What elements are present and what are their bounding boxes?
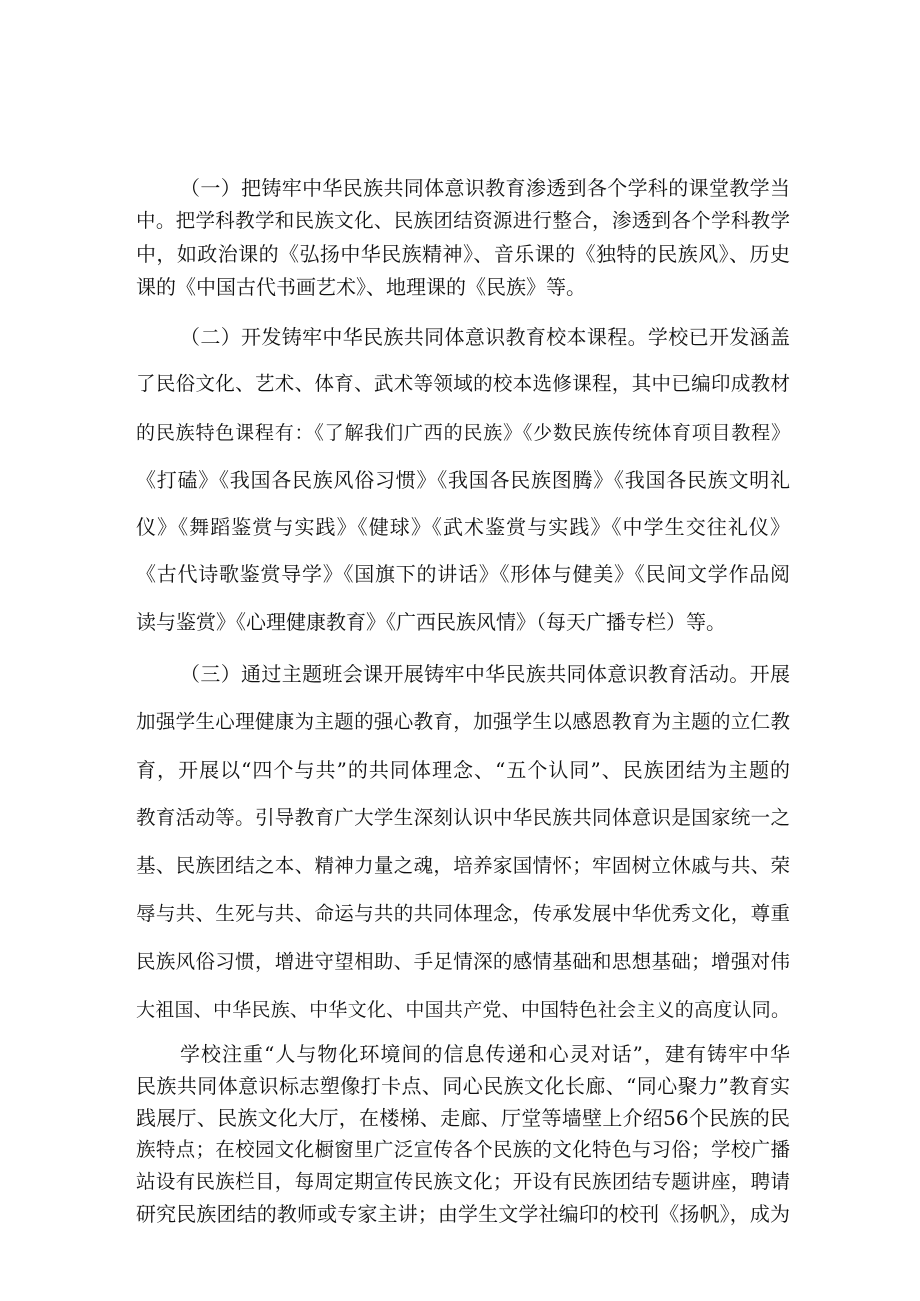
paragraph-1-line-3: 中，如政治课的《弘扬中华民族精神》、音乐课的《独特的民族风》、历史 <box>136 242 790 266</box>
paragraph-4-line-3: 践展厅、民族文化大厅，在楼梯、走廊、厅堂等墙壁上介绍56个民族的民 <box>136 1106 790 1130</box>
paragraph-2-line-5: 仪》《舞蹈鉴赏与实践》《健球》《武术鉴赏与实践》《中学生交往礼仪》 <box>136 515 790 539</box>
paragraph-4-line-5: 站设有民族栏目，每周定期宣传民族文化；开设有民族团结专题讲座，聘请 <box>136 1170 790 1193</box>
paragraph-3-line-5: 基、民族团结之本、精神力量之魂，培养家国情怀；牢固树立休戚与共、荣 <box>136 854 790 877</box>
paragraph-4-line-1: 学校注重“人与物化环境间的信息传递和心灵对话”，建有铸牢中华 <box>180 1042 790 1066</box>
paragraph-3-line-8: 大祖国、中华民族、中华文化、中国共产党、中国特色社会主义的高度认同。 <box>136 999 790 1021</box>
paragraph-3-line-4: 教育活动等。引导教育广大学生深刻认识中华民族共同体意识是国家统一之 <box>136 806 790 829</box>
paragraph-2-line-1: （二）开发铸牢中华民族共同体意识教育校本课程。学校已开发涵盖 <box>180 325 790 349</box>
paragraph-2-line-3: 的民族特色课程有：《了解我们广西的民族》《少数民族传统体育项目教程》 <box>136 422 790 444</box>
paragraph-4-line-6: 研究民族团结的教师或专家主讲；由学生文学社编印的校刊《扬帆》，成为 <box>136 1202 790 1226</box>
paragraph-2-line-2: 了民俗文化、艺术、体育、武术等领域的校本选修课程，其中已编印成教材 <box>136 372 790 395</box>
paragraph-1-line-4: 课的《中国古代书画艺术》、地理课的《民族》等。 <box>136 275 586 299</box>
paragraph-2-line-4: 《打磕》《我国各民族风俗习惯》《我国各民族图腾》《我国各民族文明礼 <box>136 468 790 492</box>
paragraph-3-line-3: 育，开展以“四个与共”的共同体理念、“五个认同”、民族团结为主题的 <box>136 758 790 782</box>
paragraph-3-line-1: （三）通过主题班会课开展铸牢中华民族共同体意识教育活动。开展 <box>180 662 790 686</box>
paragraph-1-line-1: （一）把铸牢中华民族共同体意识教育渗透到各个学科的课堂教学当 <box>180 176 790 200</box>
paragraph-3-line-7: 民族风俗习惯，增进守望相助、手足情深的感情基础和思想基础；增强对伟 <box>136 950 790 973</box>
paragraph-3-line-6: 辱与共、生死与共、命运与共的共同体理念，传承发展中华优秀文化，尊重 <box>136 902 790 925</box>
paragraph-4-line-4: 族特点；在校园文化橱窗里广泛宣传各个民族的文化特色与习俗；学校广播 <box>136 1138 790 1161</box>
paragraph-2-line-6: 《古代诗歌鉴赏导学》《国旗下的讲话》《形体与健美》《民间文学作品阅 <box>136 562 790 586</box>
paragraph-4-line-2: 民族共同体意识标志塑像打卡点、同心民族文化长廊、“同心聚力”教育实 <box>136 1074 790 1098</box>
paragraph-2-line-7: 读与鉴赏》《心理健康教育》《广西民族风情》（每天广播专栏）等。 <box>136 610 726 634</box>
paragraph-1-line-2: 中。把学科教学和民族文化、民族团结资源进行整合，渗透到各个学科教学 <box>136 209 790 232</box>
paragraph-3-line-2: 加强学生心理健康为主题的强心教育，加强学生以感恩教育为主题的立仁教 <box>136 710 790 733</box>
